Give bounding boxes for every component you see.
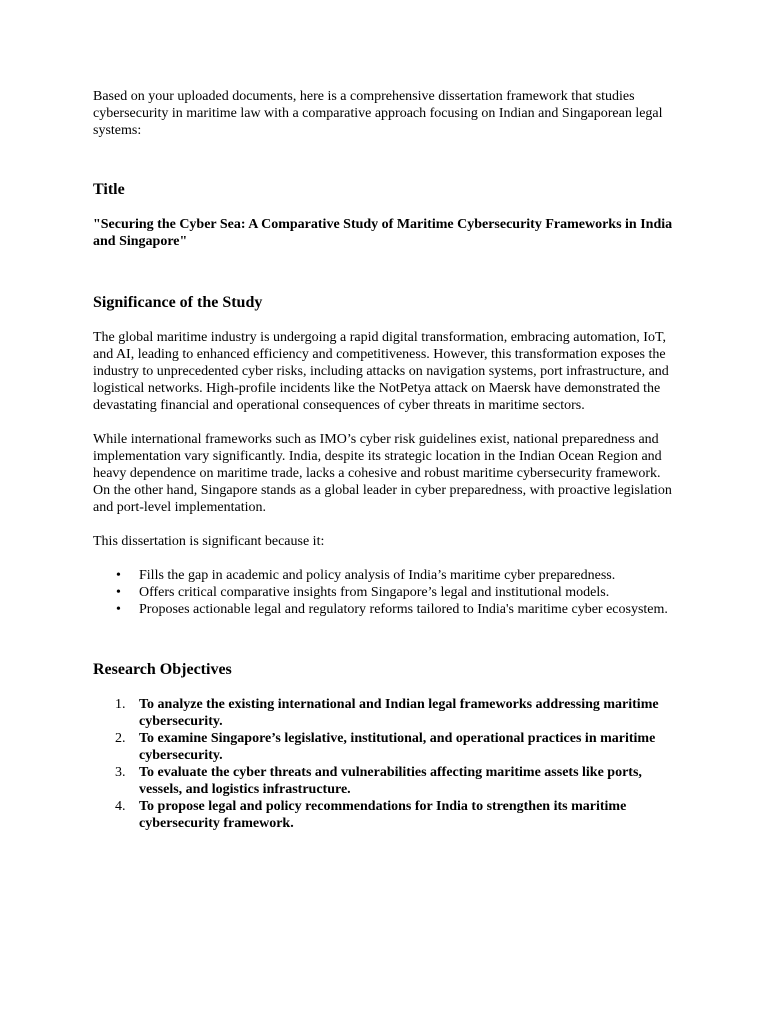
list-item bbox=[115, 798, 676, 832]
list-item bbox=[115, 730, 676, 764]
list-item bbox=[116, 601, 676, 618]
significance-bullet-list bbox=[116, 567, 676, 618]
bullet-icon: • bbox=[116, 585, 121, 600]
list-item bbox=[115, 696, 676, 730]
bullet-icon: • bbox=[116, 602, 121, 617]
bullet-text: Proposes actionable legal and regulatory reforms tailored to India's maritime cyber ecosystem. bbox=[139, 602, 668, 617]
objectives-list bbox=[93, 696, 676, 832]
objective-text: To propose legal and policy recommendations for India to strengthen its maritime cybersecurity framework. bbox=[139, 799, 627, 831]
item-number: 3. bbox=[115, 765, 126, 780]
bullet-text: Fills the gap in academic and policy analysis of India’s maritime cyber preparedness. bbox=[139, 568, 616, 583]
significance-paragraph-3: This dissertation is significant because it: bbox=[93, 534, 325, 549]
list-item bbox=[116, 567, 676, 584]
bullet-icon: • bbox=[116, 568, 121, 583]
objective-text: To analyze the existing international and Indian legal frameworks addressing maritime cybersecurity. bbox=[139, 697, 659, 729]
item-number: 4. bbox=[115, 799, 126, 814]
significance-paragraph-2: While international frameworks such as IMO’s cyber risk guidelines exist, national preparedness and implementation vary significantly. India, despite its strategic location in the Indian Ocean Region and heavy dependence on maritime trade, lacks a cohesive and robust maritime cybersecurity framework. On the other hand, Singapore stands as a global leader in cyber preparedness, with proactive legislation and port-level implementation. bbox=[93, 432, 672, 515]
item-number: 1. bbox=[115, 697, 126, 712]
bullet-text: Offers critical comparative insights from Singapore’s legal and institutional models. bbox=[139, 585, 610, 600]
list-item bbox=[116, 584, 676, 601]
list-item bbox=[115, 764, 676, 798]
dissertation-title: "Securing the Cyber Sea: A Comparative Study of Maritime Cybersecurity Frameworks in India and Singapore" bbox=[93, 217, 673, 249]
objectives-heading: Research Objectives bbox=[93, 661, 232, 678]
intro-paragraph: Based on your uploaded documents, here is a comprehensive dissertation framework that studies cybersecurity in maritime law with a comparative approach focusing on Indian and Singaporean legal systems: bbox=[93, 89, 663, 138]
significance-heading: Significance of the Study bbox=[93, 294, 263, 311]
item-number: 2. bbox=[115, 731, 126, 746]
document-page bbox=[93, 88, 676, 861]
objective-text: To examine Singapore’s legislative, institutional, and operational practices in maritime cybersecurity. bbox=[139, 731, 656, 763]
significance-paragraph-1: The global maritime industry is undergoing a rapid digital transformation, embracing automation, IoT, and AI, leading to enhanced efficiency and competitiveness. However, this transformation exposes the industry to unprecedented cyber risks, including attacks on navigation systems, port infrastructure, and logistical networks. High-profile incidents like the NotPetya attack on Maersk have demonstrated the devastating financial and operational consequences of cyber threats in maritime sectors. bbox=[93, 330, 669, 413]
objective-text: To evaluate the cyber threats and vulnerabilities affecting maritime assets like ports, vessels, and logistics infrastructure. bbox=[139, 765, 642, 797]
title-heading: Title bbox=[93, 181, 125, 198]
